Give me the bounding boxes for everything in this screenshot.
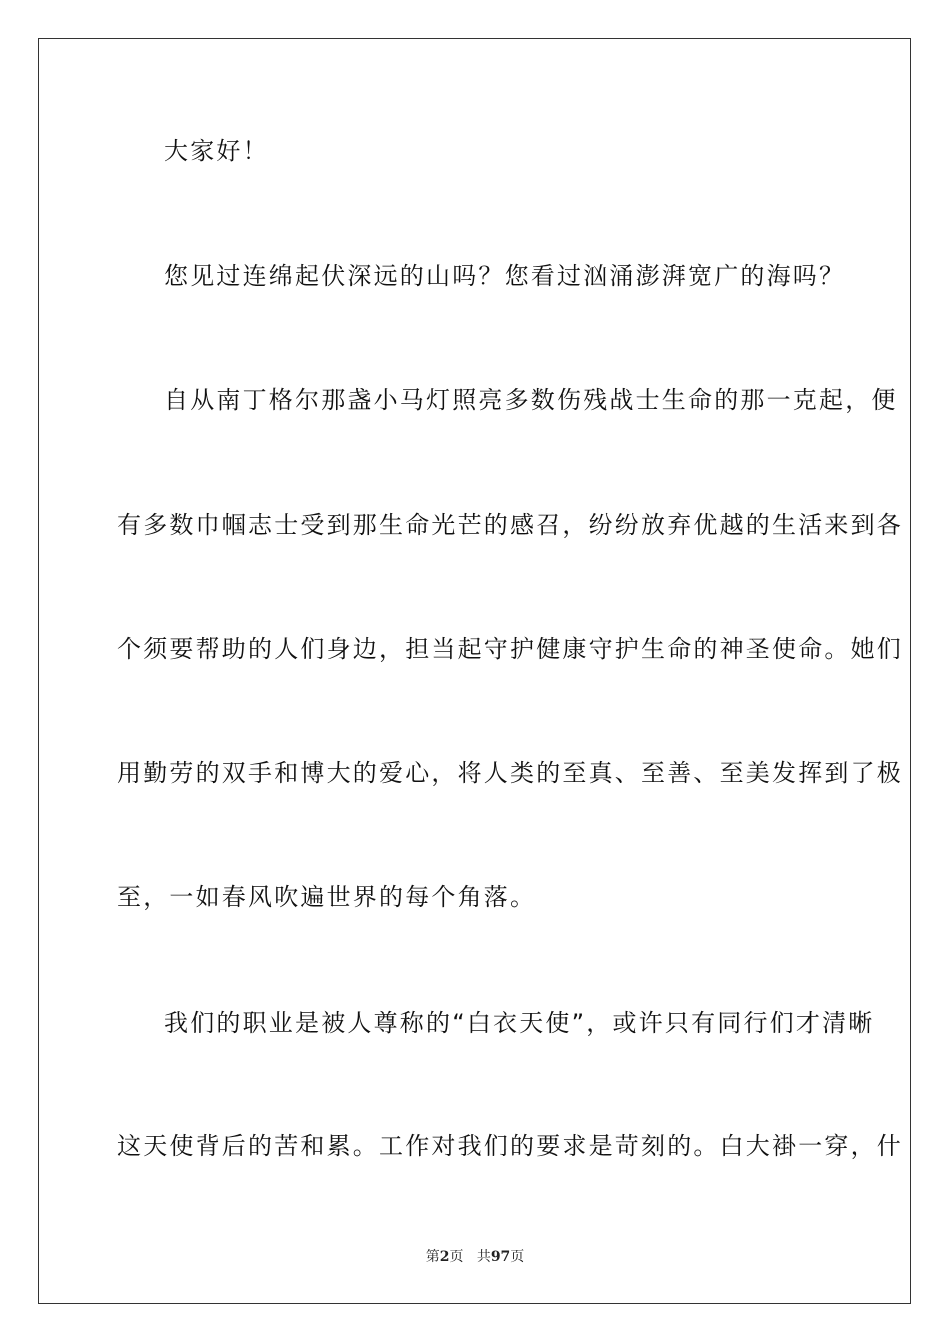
greeting-line: 大家好！	[164, 137, 269, 165]
page-border	[38, 38, 911, 1304]
paragraph-line: 这天使背后的苦和累。工作对我们的要求是苛刻的。白大褂一穿，什	[117, 1132, 903, 1160]
paragraph-line: 自从南丁格尔那盏小马灯照亮多数伤残战士生命的那一克起，便	[164, 386, 898, 414]
page-footer	[0, 1246, 950, 1266]
paragraph-line: 我们的职业是被人尊称的“白衣天使”，或许只有同行们才清晰	[164, 1009, 875, 1037]
total-prefix: 共	[476, 1249, 491, 1265]
page-prefix: 第	[425, 1249, 440, 1265]
paragraph-line: 有多数巾帼志士受到那生命光芒的感召，纷纷放弃优越的生活来到各	[117, 511, 903, 539]
total-suffix: 页	[510, 1249, 525, 1265]
page-suffix: 页	[449, 1249, 464, 1265]
total-pages: 97	[490, 1249, 511, 1265]
paragraph-line: 至，一如春风吹遍世界的每个角落。	[117, 883, 537, 911]
page-number: 2	[439, 1249, 450, 1265]
paragraph-line: 用勤劳的双手和博大的爱心，将人类的至真、至善、至美发挥到了极	[117, 759, 903, 787]
paragraph-line: 您见过连绵起伏深远的山吗？您看过汹涌澎湃宽广的海吗？	[164, 262, 846, 290]
paragraph-line: 个须要帮助的人们身边，担当起守护健康守护生命的神圣使命。她们	[117, 635, 903, 663]
